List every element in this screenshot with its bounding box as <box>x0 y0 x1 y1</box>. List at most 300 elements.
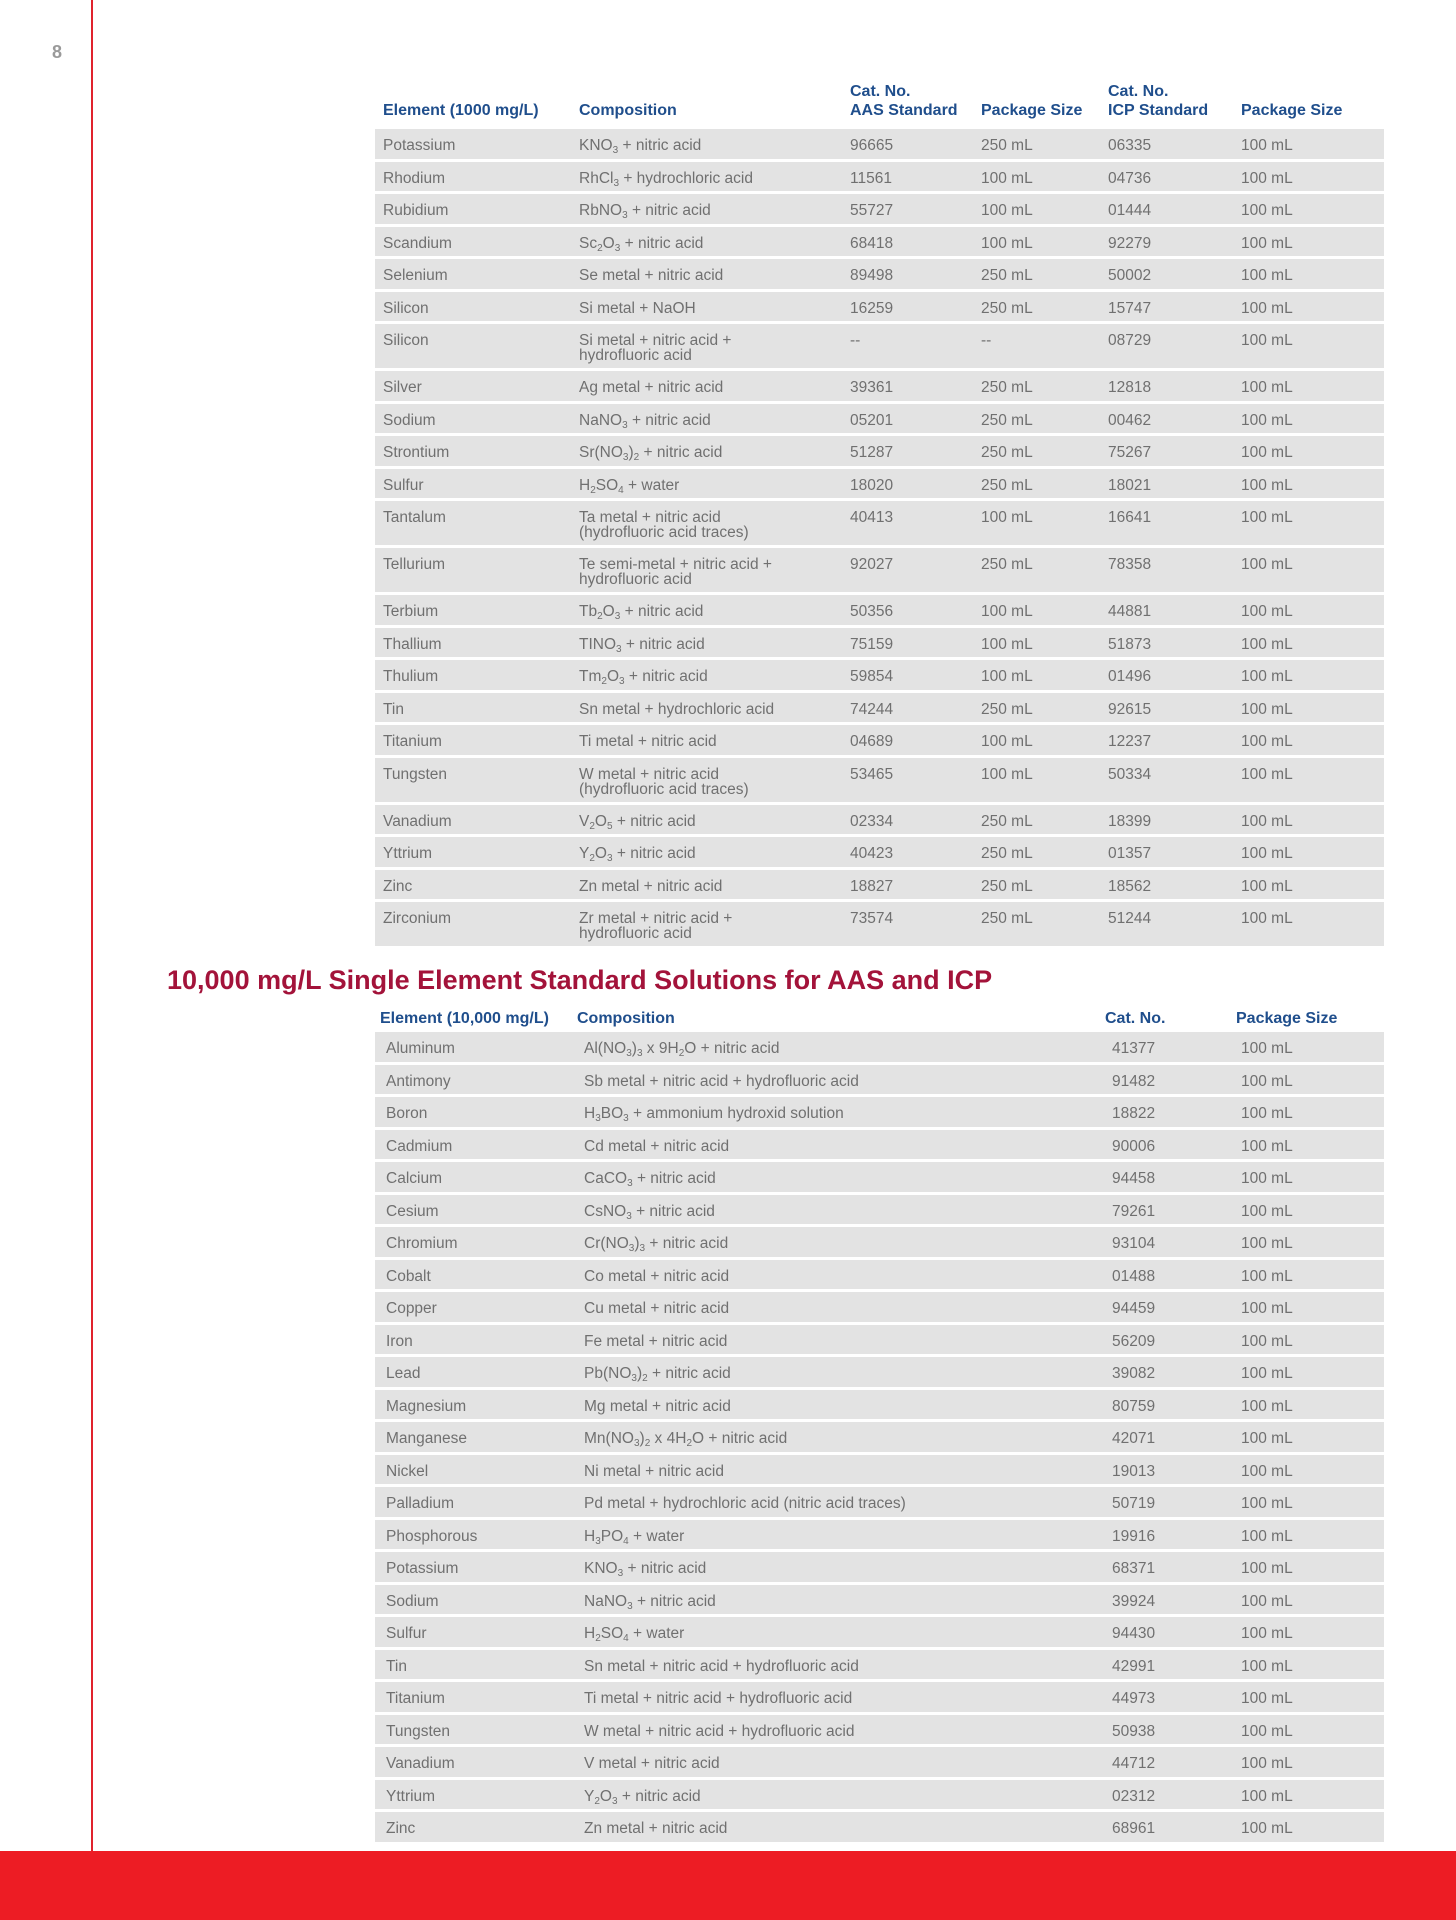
cell-aas-cat: 40423 <box>850 845 894 862</box>
cell-composition: Pd metal + hydrochloric acid (nitric acid traces) <box>584 1495 906 1512</box>
cell-composition: Te semi-metal + nitric acid + hydrofluoric acid <box>579 556 772 588</box>
table-row <box>375 1747 1384 1777</box>
cell-composition: $Pb(NO_3)_2$ + nitric acid <box>584 1365 731 1384</box>
cell-element: Silicon <box>383 299 429 317</box>
cell-cat: 94458 <box>1112 1170 1156 1187</box>
table-row <box>375 1260 1384 1290</box>
cell-cat: 02312 <box>1112 1787 1156 1805</box>
table-row <box>375 1520 1384 1550</box>
table-row <box>375 1650 1384 1680</box>
cell-icp-package: 100 mL <box>1241 812 1293 830</box>
cell-icp-package: 100 mL <box>1241 635 1293 653</box>
cell-aas-cat: 16259 <box>850 299 894 317</box>
header-icp-package: Package Size <box>1241 102 1343 119</box>
table-row <box>375 1357 1384 1387</box>
table-row <box>375 1065 1384 1095</box>
cell-icp-cat: 51873 <box>1108 635 1152 653</box>
cell-package: 100 mL <box>1241 1690 1293 1707</box>
cell-element: Tin <box>386 1657 407 1675</box>
table-row <box>375 628 1384 658</box>
cell-composition: $KNO_3$ + nitric acid <box>579 137 702 156</box>
cell-package: 100 mL <box>1241 1592 1293 1610</box>
cell-cat: 68961 <box>1112 1820 1156 1837</box>
cell-aas-package: 250 mL <box>981 812 1033 830</box>
table-row <box>375 805 1384 835</box>
cell-cat: 19013 <box>1112 1462 1156 1480</box>
cell-aas-cat: 73574 <box>850 910 894 927</box>
cell-icp-package: 100 mL <box>1241 668 1293 685</box>
cell-cat: 90006 <box>1112 1137 1156 1155</box>
table-row <box>375 1292 1384 1322</box>
cell-aas-cat: 92027 <box>850 556 894 573</box>
cell-package: 100 mL <box>1241 1397 1293 1415</box>
cell-composition: Ti metal + nitric acid + hydrofluoric acid <box>584 1690 853 1707</box>
footer-bar <box>0 1851 1456 1920</box>
cell-element: Rhodium <box>383 169 446 187</box>
cell-element: Tin <box>383 700 404 718</box>
cell-cat: 94430 <box>1112 1625 1156 1642</box>
cell-aas-package: 250 mL <box>981 299 1033 317</box>
cell-element: Phosphorous <box>386 1527 478 1545</box>
cell-icp-cat: 01496 <box>1108 668 1152 685</box>
cell-cat: 93104 <box>1112 1235 1156 1252</box>
cell-aas-package: 100 mL <box>981 603 1033 620</box>
cell-aas-cat: 18020 <box>850 476 894 494</box>
table-row <box>375 902 1384 946</box>
table-row <box>375 548 1384 592</box>
cell-element: Sulfur <box>383 476 424 494</box>
cell-composition: Se metal + nitric acid <box>579 267 724 284</box>
cell-element: Chromium <box>386 1235 458 1252</box>
cell-icp-cat: 18399 <box>1108 812 1152 830</box>
cell-package: 100 mL <box>1241 1495 1293 1512</box>
cell-composition: Fe metal + nitric acid <box>584 1332 728 1350</box>
cell-element: Titanium <box>383 733 442 750</box>
table-row <box>375 595 1384 625</box>
cell-composition: Zr metal + nitric acid + hydrofluoric acid <box>579 910 733 942</box>
cell-package: 100 mL <box>1241 1202 1293 1220</box>
cell-icp-cat: 50002 <box>1108 267 1152 284</box>
cell-aas-package: 100 mL <box>981 635 1033 653</box>
cell-cat: 01488 <box>1112 1267 1156 1285</box>
table-row <box>375 1227 1384 1257</box>
cell-icp-cat: 78358 <box>1108 556 1152 573</box>
cell-composition: Si metal + NaOH <box>579 299 696 317</box>
header-element: Element (10,000 mg/L) <box>380 1010 549 1027</box>
cell-element: Aluminum <box>386 1040 455 1057</box>
header-package: Package Size <box>1236 1010 1338 1027</box>
cell-icp-cat: 12237 <box>1108 733 1152 750</box>
cell-element: Terbium <box>383 603 439 620</box>
cell-icp-cat: 92279 <box>1108 234 1152 252</box>
cell-aas-package: 250 mL <box>981 877 1033 895</box>
cell-cat: 56209 <box>1112 1332 1156 1350</box>
margin-rule <box>91 0 93 1852</box>
cell-composition: $Sr(NO_3)_2$ + nitric acid <box>579 444 723 463</box>
table-row <box>375 1780 1384 1810</box>
cell-package: 100 mL <box>1241 1430 1293 1447</box>
table-row <box>375 1455 1384 1485</box>
cell-icp-cat: 04736 <box>1108 169 1152 187</box>
cell-element: Rubidium <box>383 202 449 219</box>
cell-cat: 94459 <box>1112 1300 1156 1317</box>
cell-element: Iron <box>386 1332 413 1350</box>
table-row <box>375 1422 1384 1452</box>
cell-cat: 68371 <box>1112 1560 1156 1577</box>
table-row <box>375 1487 1384 1517</box>
cell-aas-package: 250 mL <box>981 910 1033 927</box>
cell-aas-package: 100 mL <box>981 668 1033 685</box>
cell-icp-cat: 51244 <box>1108 910 1152 927</box>
cell-element: Cesium <box>386 1202 439 1220</box>
cell-icp-package: 100 mL <box>1241 411 1293 429</box>
cell-cat: 19916 <box>1112 1527 1156 1545</box>
cell-icp-cat: 44881 <box>1108 603 1152 620</box>
cell-composition: W metal + nitric acid + hydrofluoric acid <box>584 1722 855 1740</box>
cell-composition: Zn metal + nitric acid <box>584 1820 728 1837</box>
cell-element: Vanadium <box>386 1755 455 1772</box>
header-composition: Composition <box>577 1010 675 1027</box>
cell-icp-package: 100 mL <box>1241 476 1293 494</box>
cell-composition: Ti metal + nitric acid <box>579 733 717 750</box>
table-row <box>375 469 1384 499</box>
table-body <box>375 1032 1384 1842</box>
cell-composition: W metal + nitric acid (hydrofluoric acid traces) <box>579 765 749 798</box>
table-row <box>375 292 1384 322</box>
cell-composition: $Tb_2O_3$ + nitric acid <box>579 603 704 622</box>
table-10000mgl <box>375 1008 1384 1842</box>
cell-cat: 91482 <box>1112 1072 1156 1090</box>
cell-package: 100 mL <box>1241 1332 1293 1350</box>
cell-aas-package: 100 mL <box>981 733 1033 750</box>
cell-composition: NaNO$_3$ + nitric acid <box>579 411 711 431</box>
cell-element: Thulium <box>383 668 439 685</box>
cell-composition: $Cr(NO_3)_3$ + nitric acid <box>584 1235 729 1254</box>
cell-package: 100 mL <box>1241 1787 1293 1805</box>
cell-icp-package: 100 mL <box>1241 700 1293 718</box>
cell-element: Vanadium <box>383 812 452 830</box>
table-row <box>375 725 1384 755</box>
cell-package: 100 mL <box>1241 1657 1293 1675</box>
cell-aas-cat: 59854 <box>850 668 894 685</box>
cell-cat: 39082 <box>1112 1365 1156 1382</box>
cell-composition: Mg metal + nitric acid <box>584 1397 731 1415</box>
cell-package: 100 mL <box>1241 1072 1293 1090</box>
table-row <box>375 1617 1384 1647</box>
cell-aas-package: 250 mL <box>981 411 1033 429</box>
cell-icp-package: 100 mL <box>1241 556 1293 573</box>
cell-package: 100 mL <box>1241 1462 1293 1480</box>
cell-composition: Si metal + nitric acid + hydrofluoric acid <box>579 332 732 364</box>
table-row <box>375 1682 1384 1712</box>
cell-element: Sodium <box>386 1592 439 1610</box>
cell-package: 100 mL <box>1241 1560 1293 1577</box>
table-row <box>375 227 1384 257</box>
table-row <box>375 162 1384 192</box>
cell-composition: Ta metal + nitric acid (hydrofluoric acid traces) <box>579 509 749 541</box>
table-row <box>375 324 1384 368</box>
cell-aas-cat: 02334 <box>850 812 894 830</box>
cell-composition: $H_2SO_4$ + water <box>579 476 680 496</box>
cell-icp-package: 100 mL <box>1241 765 1293 783</box>
table-row <box>375 1585 1384 1615</box>
cell-package: 100 mL <box>1241 1105 1293 1122</box>
cell-icp-cat: 01444 <box>1108 202 1152 219</box>
table-row <box>375 259 1384 289</box>
table-row <box>375 1715 1384 1745</box>
cell-icp-cat: 15747 <box>1108 299 1152 317</box>
cell-element: Tantalum <box>383 509 446 526</box>
cell-composition: $H_3BO_3$ + ammonium hydroxid solution <box>584 1105 844 1124</box>
cell-icp-cat: 18562 <box>1108 877 1152 895</box>
cell-composition: Sb metal + nitric acid + hydrofluoric acid <box>584 1072 859 1090</box>
cell-aas-package: 100 mL <box>981 509 1033 526</box>
table-row <box>375 436 1384 466</box>
cell-composition: $KNO_3$ + nitric acid <box>584 1560 707 1579</box>
table-row <box>375 1390 1384 1420</box>
cell-element: Titanium <box>386 1690 445 1707</box>
cell-cat: 41377 <box>1112 1040 1156 1057</box>
cell-icp-cat: 08729 <box>1108 332 1152 349</box>
cell-aas-cat: 74244 <box>850 700 894 718</box>
table-row <box>375 1195 1384 1225</box>
cell-element: Zinc <box>386 1820 416 1837</box>
cell-cat: 80759 <box>1112 1397 1156 1415</box>
table-row <box>375 693 1384 723</box>
cell-element: Antimony <box>386 1072 451 1090</box>
cell-aas-package: 250 mL <box>981 476 1033 494</box>
cell-composition: CaCO$_3$ + nitric acid <box>584 1170 716 1189</box>
cell-icp-package: 100 mL <box>1241 234 1293 252</box>
table-row <box>375 194 1384 224</box>
table-row <box>375 1097 1384 1127</box>
table-1000mgl <box>375 80 1384 946</box>
cell-element: Calcium <box>386 1170 442 1187</box>
cell-aas-cat: 40413 <box>850 509 894 526</box>
cell-aas-package: 250 mL <box>981 379 1033 396</box>
table-row <box>375 837 1384 867</box>
cell-element: Tungsten <box>386 1722 451 1740</box>
cell-package: 100 mL <box>1241 1137 1293 1155</box>
table-row <box>375 1812 1384 1842</box>
cell-composition: Cu metal + nitric acid <box>584 1300 730 1317</box>
cell-element: Palladium <box>386 1495 455 1512</box>
cell-icp-cat: 00462 <box>1108 411 1152 429</box>
cell-icp-cat: 75267 <box>1108 444 1152 461</box>
cell-element: Zinc <box>383 877 413 895</box>
cell-element: Copper <box>386 1300 437 1317</box>
cell-aas-package: 250 mL <box>981 267 1033 284</box>
cell-element: Tellurium <box>383 556 446 573</box>
table-body <box>375 129 1384 946</box>
cell-icp-cat: 18021 <box>1108 476 1152 494</box>
cell-element: Tungsten <box>383 765 448 783</box>
table-row <box>375 758 1384 802</box>
cell-element: Silicon <box>383 332 429 349</box>
cell-icp-package: 100 mL <box>1241 603 1293 620</box>
cell-element: Potassium <box>386 1560 459 1577</box>
cell-aas-cat: 04689 <box>850 733 894 750</box>
cell-aas-package: 100 mL <box>981 234 1033 252</box>
cell-aas-cat: 89498 <box>850 267 894 284</box>
cell-package: 100 mL <box>1241 1040 1293 1057</box>
cell-element: Potassium <box>383 137 456 154</box>
table-header <box>375 1008 1384 1028</box>
page-number: 8 <box>52 42 63 62</box>
cell-aas-package: 250 mL <box>981 845 1033 862</box>
cell-icp-cat: 92615 <box>1108 700 1152 718</box>
table-row <box>375 870 1384 900</box>
cell-aas-package: -- <box>981 332 992 349</box>
cell-aas-cat: 50356 <box>850 603 894 620</box>
cell-cat: 18822 <box>1112 1105 1156 1122</box>
cell-icp-package: 100 mL <box>1241 444 1293 461</box>
cell-composition: $Al(NO_3)_3$ x $9H_2O$ + nitric acid <box>584 1040 780 1059</box>
cell-composition: $Y_2O_3$ + nitric acid <box>584 1787 701 1807</box>
cell-cat: 50938 <box>1112 1722 1156 1740</box>
cell-icp-package: 100 mL <box>1241 299 1293 317</box>
cell-cat: 44712 <box>1112 1755 1156 1772</box>
cell-aas-cat: 39361 <box>850 379 894 396</box>
cell-aas-package: 100 mL <box>981 765 1033 783</box>
header-aas-cat <box>850 82 958 120</box>
cell-icp-package: 100 mL <box>1241 137 1293 154</box>
cell-composition: Co metal + nitric acid <box>584 1267 730 1285</box>
cell-aas-cat: 05201 <box>850 411 894 429</box>
cell-element: Zirconium <box>383 910 452 927</box>
cell-element: Nickel <box>386 1462 429 1480</box>
cell-package: 100 mL <box>1241 1365 1293 1382</box>
cell-aas-package: 100 mL <box>981 202 1033 219</box>
cell-element: Yttrium <box>383 845 433 862</box>
cell-cat: 42991 <box>1112 1657 1156 1675</box>
cell-icp-package: 100 mL <box>1241 202 1293 219</box>
cell-aas-package: 250 mL <box>981 700 1033 718</box>
cell-icp-cat: 50334 <box>1108 765 1152 783</box>
cell-composition: Cd metal + nitric acid <box>584 1137 730 1155</box>
cell-composition: $Sc_2O_3$ + nitric acid <box>579 234 704 254</box>
cell-aas-cat: 53465 <box>850 765 894 783</box>
cell-element: Sulfur <box>386 1625 427 1642</box>
table-header <box>375 80 1384 120</box>
cell-element: Scandium <box>383 234 452 252</box>
cell-composition: $TINO_3$ + nitric acid <box>579 635 705 655</box>
table-row <box>375 371 1384 401</box>
header-icp-cat-line2: ICP Standard <box>1108 102 1209 119</box>
table-row <box>375 404 1384 434</box>
cell-aas-cat: 55727 <box>850 202 894 219</box>
cell-element: Lead <box>386 1365 421 1382</box>
cell-composition: CsNO$_3$ + nitric acid <box>584 1202 715 1222</box>
cell-aas-cat: 75159 <box>850 635 894 653</box>
cell-icp-package: 100 mL <box>1241 332 1293 349</box>
header-icp-cat-line1: Cat. No. <box>1108 83 1169 100</box>
cell-aas-package: 250 mL <box>981 137 1033 154</box>
cell-icp-package: 100 mL <box>1241 169 1293 187</box>
cell-icp-package: 100 mL <box>1241 845 1293 862</box>
cell-composition: Zn metal + nitric acid <box>579 877 723 895</box>
cell-cat: 42071 <box>1112 1430 1156 1447</box>
cell-package: 100 mL <box>1241 1625 1293 1642</box>
cell-aas-cat: 18827 <box>850 877 894 895</box>
cell-element: Silver <box>383 379 422 396</box>
header-aas-cat-line1: Cat. No. <box>850 83 911 100</box>
cell-aas-package: 250 mL <box>981 556 1033 573</box>
cell-package: 100 mL <box>1241 1235 1293 1252</box>
cell-icp-cat: 12818 <box>1108 379 1152 396</box>
cell-element: Sodium <box>383 411 436 429</box>
cell-package: 100 mL <box>1241 1722 1293 1740</box>
cell-package: 100 mL <box>1241 1820 1293 1837</box>
table-row <box>375 1162 1384 1192</box>
header-aas-cat-line2: AAS Standard <box>850 102 958 119</box>
cell-icp-package: 100 mL <box>1241 379 1293 396</box>
cell-element: Cobalt <box>386 1267 431 1285</box>
cell-cat: 79261 <box>1112 1202 1156 1220</box>
cell-package: 100 mL <box>1241 1267 1293 1285</box>
cell-aas-cat: -- <box>850 332 861 349</box>
cell-composition: $H_3PO_4$ + water <box>584 1527 685 1547</box>
cell-element: Selenium <box>383 267 448 284</box>
cell-element: Yttrium <box>386 1787 436 1805</box>
table-row <box>375 129 1384 159</box>
cell-aas-cat: 51287 <box>850 444 894 461</box>
cell-icp-cat: 06335 <box>1108 137 1152 154</box>
cell-composition: $Tm_2O_3$ + nitric acid <box>579 668 708 687</box>
table-row <box>375 1032 1384 1062</box>
table-row <box>375 1130 1384 1160</box>
cell-composition: $V_2O_5$ + nitric acid <box>579 812 696 832</box>
section-title: 10,000 mg/L Single Element Standard Solutions for AAS and ICP <box>167 965 993 995</box>
cell-composition: RbNO$_3$ + nitric acid <box>579 202 711 221</box>
header-icp-cat <box>1108 82 1208 120</box>
cell-package: 100 mL <box>1241 1755 1293 1772</box>
cell-cat: 39924 <box>1112 1592 1156 1610</box>
cell-aas-package: 100 mL <box>981 169 1033 187</box>
cell-composition: Sn metal + nitric acid + hydrofluoric acid <box>584 1657 859 1675</box>
cell-element: Boron <box>386 1105 428 1122</box>
cell-icp-package: 100 mL <box>1241 733 1293 750</box>
cell-package: 100 mL <box>1241 1170 1293 1187</box>
cell-element: Strontium <box>383 444 450 461</box>
cell-icp-package: 100 mL <box>1241 267 1293 284</box>
header-aas-package: Package Size <box>981 102 1083 119</box>
cell-composition: NaNO$_3$ + nitric acid <box>584 1592 716 1612</box>
cell-composition: Ni metal + nitric acid <box>584 1462 724 1480</box>
header-cat: Cat. No. <box>1105 1010 1166 1027</box>
cell-composition: V metal + nitric acid <box>584 1755 720 1772</box>
cell-package: 100 mL <box>1241 1527 1293 1545</box>
cell-composition: $Y_2O_3$ + nitric acid <box>579 845 696 864</box>
table-row <box>375 501 1384 545</box>
cell-package: 100 mL <box>1241 1300 1293 1317</box>
cell-icp-package: 100 mL <box>1241 910 1293 927</box>
cell-aas-cat: 11561 <box>850 169 892 187</box>
table-row <box>375 1325 1384 1355</box>
cell-aas-package: 250 mL <box>981 444 1033 461</box>
cell-cat: 44973 <box>1112 1690 1156 1707</box>
cell-aas-cat: 96665 <box>850 137 894 154</box>
cell-element: Manganese <box>386 1430 468 1447</box>
header-element: Element (1000 mg/L) <box>383 102 539 119</box>
cell-composition: $Mn(NO_3)_2$ x $4H_2O$ + nitric acid <box>584 1430 788 1449</box>
cell-composition: $H_2SO_4$ + water <box>584 1625 685 1644</box>
cell-element: Magnesium <box>386 1397 467 1415</box>
cell-composition: Ag metal + nitric acid <box>579 379 724 396</box>
cell-element: Cadmium <box>386 1137 453 1155</box>
header-composition: Composition <box>579 102 677 119</box>
cell-icp-cat: 16641 <box>1108 509 1152 526</box>
